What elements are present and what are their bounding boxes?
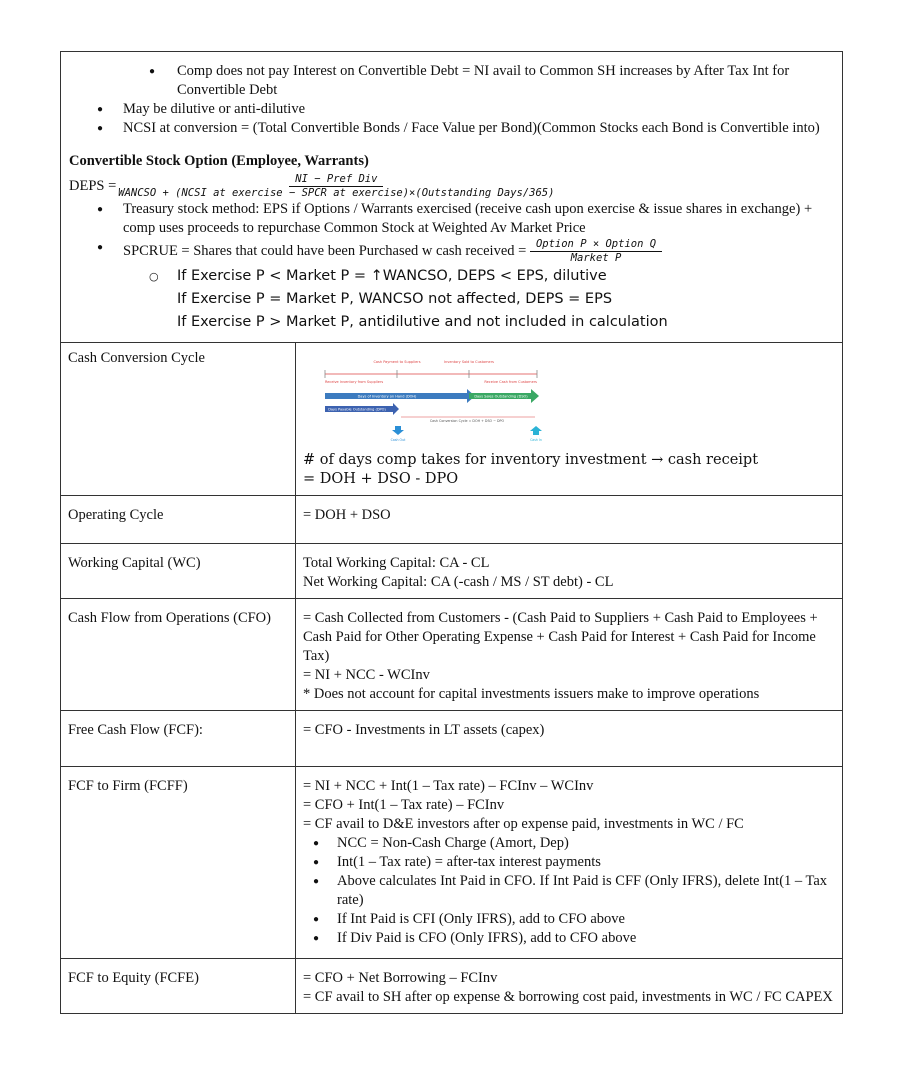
bullet-treasury: ● Treasury stock method: EPS if Options / Warrants exercised (receive cash upon exercise & issue shares in exchange) + comp uses proceeds to repurchase Common Stock at Weighted Av Market Price xyxy=(69,200,832,238)
table-row xyxy=(61,599,842,711)
row-line: = CFO + Int(1 – Tax rate) – FCInv xyxy=(303,797,505,813)
list-item: ● Above calculates Int Paid in CFO. If Int Paid is CFF (Only IFRS), delete Int(1 – Tax rate) xyxy=(303,872,835,910)
row-label: Cash Conversion Cycle xyxy=(61,343,296,496)
row-content xyxy=(296,711,843,767)
row-line: * Does not account for capital investments issuers make to improve operations xyxy=(303,686,760,702)
sub-item-less: ○ If Exercise P < Market P = ↑WANCSO, DEPS < EPS, dilutive xyxy=(69,265,832,288)
cash-in-label: Cash In xyxy=(530,438,542,442)
list-item: ● Int(1 – Tax rate) = after-tax interest payments xyxy=(303,853,835,872)
bullet-comp-interest: ● Comp does not pay Interest on Convertible Debt = NI avail to Common SH increases by After Tax Int for Convertible Debt xyxy=(69,62,832,100)
dso-label: Days Sales Outstanding (DSO) xyxy=(474,394,528,399)
cash-out-label: Cash Out xyxy=(390,438,406,442)
row-label: Working Capital (WC) xyxy=(61,544,296,599)
bullet-ncsi: ● NCSI at conversion = (Total Convertible Bonds / Face Value per Bond)(Common Stocks each Bond is Convertible into) xyxy=(69,119,832,138)
row-line: = Cash Collected from Customers - (Cash Paid to Suppliers + Cash Paid to Employees + Cash Paid for Other Operating Expense + Cash Paid for Interest + Cash Paid for Income Tax) xyxy=(303,610,818,664)
table-row xyxy=(61,343,842,496)
row-content xyxy=(296,599,843,711)
spcrue-text: SPCRUE = Shares that could have been Purchased w cash received = xyxy=(123,242,527,259)
sub-item-equal: If Exercise P = Market P, WANCSO not affected, DEPS = EPS xyxy=(177,291,613,307)
bullet-spcrue xyxy=(69,238,832,265)
row-line: = NI + NCC - WCInv xyxy=(303,667,430,683)
row-label: Free Cash Flow (FCF): xyxy=(61,711,296,767)
inventory-sold-label: Inventory Sold to Customers xyxy=(444,360,494,364)
row-label: FCF to Firm (FCFF) xyxy=(61,767,296,959)
row-label: Cash Flow from Operations (CFO) xyxy=(61,599,296,711)
row-line: = CF avail to SH after op expense & borrowing cost paid, investments in WC / FC CAPEX xyxy=(303,989,833,1005)
row-line: = CFO + Net Borrowing – FCInv xyxy=(303,970,498,986)
convertible-section xyxy=(61,52,842,343)
row-line: = CF avail to D&E investors after op expense paid, investments in WC / FC xyxy=(303,816,744,832)
spcrue-fraction xyxy=(530,238,662,265)
list-item: ● NCC = Non-Cash Charge (Amort, Dep) xyxy=(303,834,835,853)
row-line: # of days comp takes for inventory investment → cash receipt xyxy=(303,452,759,468)
formula-table xyxy=(61,343,842,1013)
deps-fraction xyxy=(116,173,556,200)
cash-payment-label: Cash Payment to Suppliers xyxy=(373,360,421,364)
list-item: ● If Int Paid is CFI (Only IFRS), add to CFO above xyxy=(303,910,835,929)
list-item: ● If Div Paid is CFO (Only IFRS), add to CFO above xyxy=(303,929,835,948)
dpo-label: Days Payable Outstanding (DPO) xyxy=(328,407,386,412)
row-line: Total Working Capital: CA - CL xyxy=(303,555,490,571)
sub-item-greater: If Exercise P > Market P, antidilutive and not included in calculation xyxy=(177,314,668,330)
row-line: Net Working Capital: CA (-cash / MS / ST debt) - CL xyxy=(303,574,614,590)
row-line: = DOH + DSO - DPO xyxy=(303,471,459,487)
notes-page xyxy=(60,51,843,1014)
table-row xyxy=(61,544,842,599)
deps-numerator: NI − Pref Div xyxy=(289,173,383,187)
row-content xyxy=(296,544,843,599)
bullet-dilutive: ● May be dilutive or anti-dilutive xyxy=(69,100,832,119)
table-row xyxy=(61,767,842,959)
cash-in-arrow xyxy=(530,426,542,435)
row-content xyxy=(296,959,843,1014)
section-heading: Convertible Stock Option (Employee, Warrants) xyxy=(69,153,369,169)
receive-cash-label: Receive Cash from Customers xyxy=(484,380,537,384)
deps-denominator: WANCSO + (NCSI at exercise − SPCR at exercise)×(Outstanding Days/365) xyxy=(118,187,555,199)
ccc-label: Cash Conversion Cycle = DOH + DSO − DPO xyxy=(429,419,505,423)
receive-inventory-label: Receive Inventory from Suppliers xyxy=(325,380,384,384)
row-content xyxy=(296,343,843,496)
table-row xyxy=(61,711,842,767)
ccc-diagram xyxy=(317,359,547,445)
table-row xyxy=(61,959,842,1014)
row-line: = NI + NCC + Int(1 – Tax rate) – FCInv – WCInv xyxy=(303,778,594,794)
cash-out-arrow xyxy=(392,426,404,435)
row-line: = CFO - Investments in LT assets (capex) xyxy=(303,722,545,738)
doh-label: Days of Inventory on Hand (DOH) xyxy=(357,394,417,399)
deps-formula xyxy=(69,173,832,200)
row-label: FCF to Equity (FCFE) xyxy=(61,959,296,1014)
table-row xyxy=(61,496,842,544)
spcrue-numerator: Option P × Option Q xyxy=(530,238,662,252)
deps-label: DEPS = xyxy=(69,178,117,194)
spcrue-denominator: Market P xyxy=(570,252,622,264)
row-content xyxy=(296,767,843,959)
row-label: Operating Cycle xyxy=(61,496,296,544)
row-content xyxy=(296,496,843,544)
row-line: = DOH + DSO xyxy=(303,507,391,523)
